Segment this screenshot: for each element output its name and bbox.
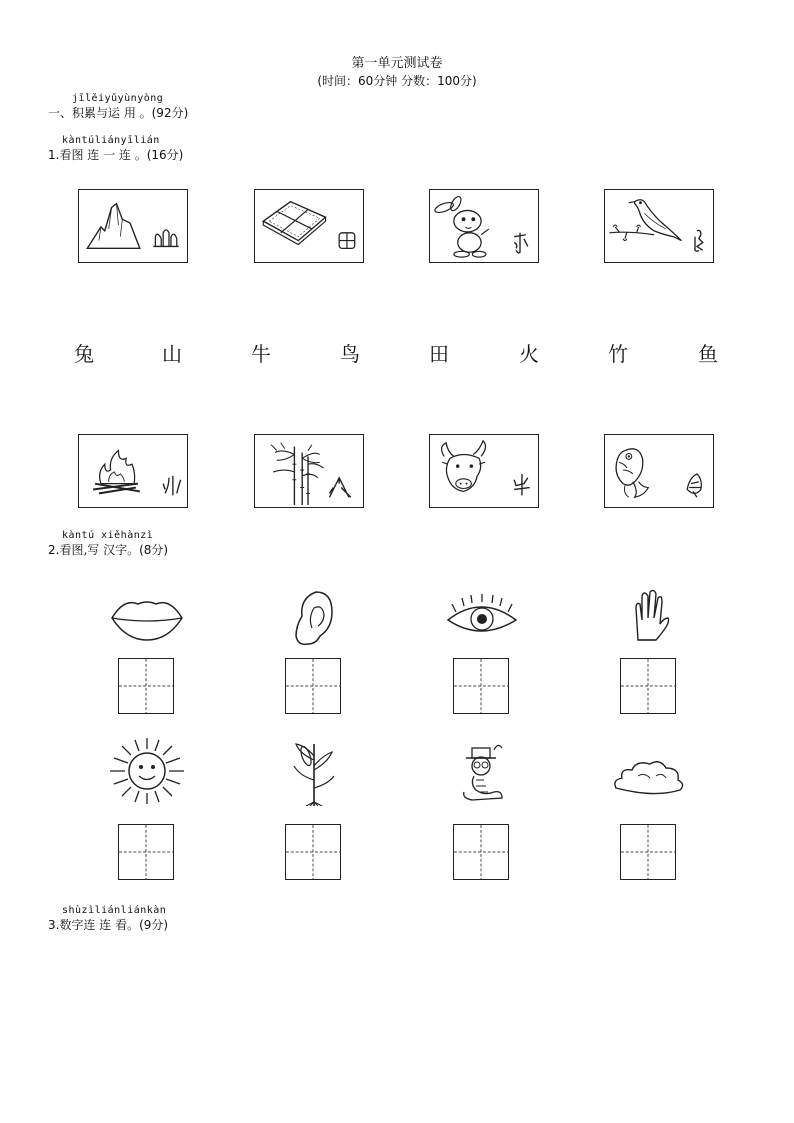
writing-grid[interactable] <box>118 658 174 714</box>
character-option[interactable]: 牛 <box>251 342 271 366</box>
cloud-picture <box>604 736 694 806</box>
hand-icon <box>604 584 694 654</box>
rabbit-ancient-glyph <box>514 233 528 253</box>
mountain-icon <box>79 190 187 262</box>
hand-picture <box>604 584 694 654</box>
bird-ancient-glyph <box>695 230 703 251</box>
writing-grid[interactable] <box>620 658 676 714</box>
picture-card-ox <box>429 434 539 508</box>
q2-pinyin: kàntú xiěhànzì <box>62 530 154 541</box>
character-option[interactable]: 鱼 <box>698 342 718 366</box>
mouth-icon <box>102 584 192 654</box>
cloud-icon <box>604 736 694 806</box>
fire-icon <box>79 435 187 507</box>
q1-pinyin: kàntúliányīlián <box>62 135 160 146</box>
section1-heading: 一、积累与运 用 。(92分) <box>48 106 189 120</box>
eye-icon <box>436 584 526 654</box>
section1-pinyin: jīlěiyǔyùnyòng <box>72 93 164 104</box>
bamboo-icon <box>255 435 363 507</box>
page-subtitle: (时间：60分钟 分数：100分) <box>317 74 477 88</box>
worm-picture <box>436 736 526 806</box>
character-option[interactable]: 鸟 <box>340 342 360 366</box>
fish-icon <box>605 435 713 507</box>
fire-ancient-glyph <box>163 476 181 495</box>
writing-grid[interactable] <box>285 658 341 714</box>
ear-picture <box>270 584 360 654</box>
fish-ancient-glyph <box>687 474 701 497</box>
writing-grid[interactable] <box>453 658 509 714</box>
q1-heading: 1.看图 连 一 连 。(16分) <box>48 148 184 162</box>
page-title: 第一单元测试卷 <box>351 56 443 71</box>
picture-card-mountain <box>78 189 188 263</box>
bird-icon <box>605 190 713 262</box>
picture-card-fire <box>78 434 188 508</box>
writing-grid[interactable] <box>620 824 676 880</box>
writing-grid[interactable] <box>285 824 341 880</box>
rabbit-icon <box>430 190 538 262</box>
mountain-ancient-glyph <box>153 230 178 247</box>
q2-heading: 2.看图,写 汉字。(8分) <box>48 543 169 557</box>
character-option[interactable]: 兔 <box>74 342 94 366</box>
ear-icon <box>270 584 360 654</box>
character-option[interactable]: 火 <box>519 342 539 366</box>
q3-pinyin: shùzìliánliánkàn <box>62 905 167 916</box>
picture-card-fish <box>604 434 714 508</box>
field-icon <box>255 190 363 262</box>
mouth-picture <box>102 584 192 654</box>
writing-grid[interactable] <box>453 824 509 880</box>
eye-picture <box>436 584 526 654</box>
character-option[interactable]: 竹 <box>608 342 628 366</box>
picture-card-rabbit <box>429 189 539 263</box>
field-ancient-glyph <box>339 233 355 249</box>
sun-icon <box>102 736 192 806</box>
character-option[interactable]: 田 <box>429 342 449 366</box>
corn-plant-icon <box>270 736 360 806</box>
picture-card-bamboo <box>254 434 364 508</box>
picture-card-bird <box>604 189 714 263</box>
picture-card-field <box>254 189 364 263</box>
q3-heading: 3.数字连 连 看。(9分) <box>48 918 169 932</box>
writing-grid[interactable] <box>118 824 174 880</box>
character-option[interactable]: 山 <box>162 342 182 366</box>
bamboo-ancient-glyph <box>329 478 350 497</box>
ox-icon <box>430 435 538 507</box>
corn-plant-picture <box>270 736 360 806</box>
ox-ancient-glyph <box>514 474 530 495</box>
worm-icon <box>436 736 526 806</box>
sun-picture <box>102 736 192 806</box>
